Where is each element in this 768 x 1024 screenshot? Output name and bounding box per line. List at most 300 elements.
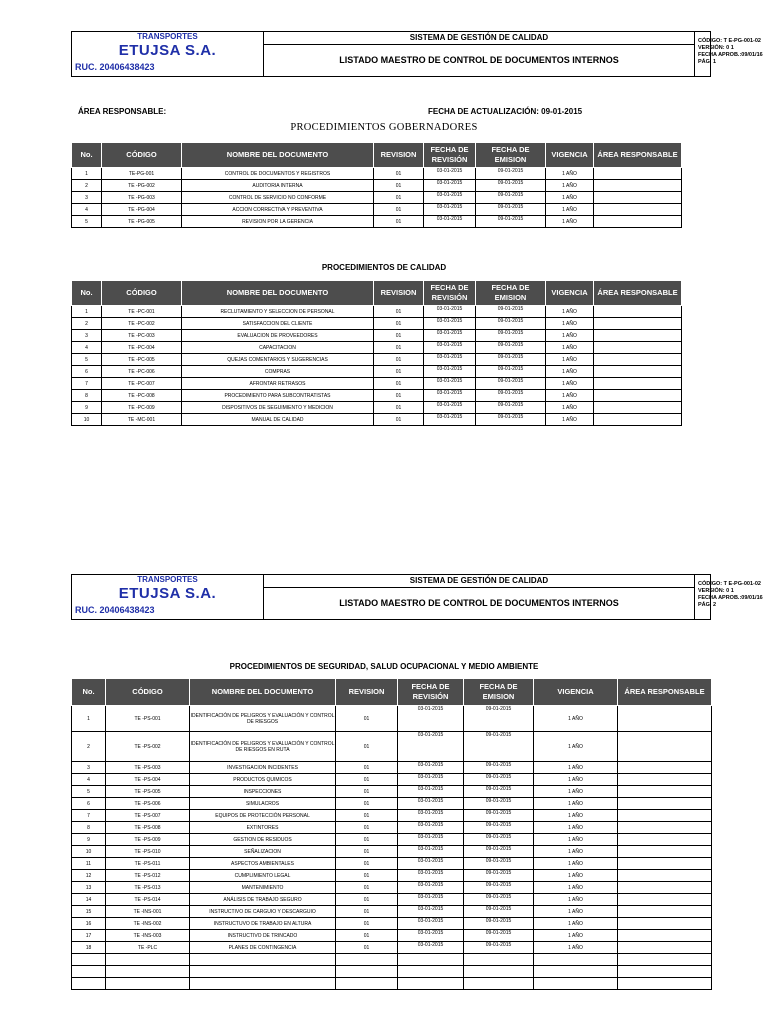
cell-vigencia <box>534 966 618 978</box>
cell-area <box>594 330 682 342</box>
cell-area <box>618 966 712 978</box>
cell-nombre: PLANES DE CONTINGENCIA <box>190 942 336 954</box>
company-name: ETUJSA S.A. <box>118 42 217 59</box>
cell-revision: 01 <box>374 414 424 426</box>
column-header-no: No. <box>72 143 102 168</box>
cell-fecha-emision: 09-01-2015 <box>464 918 534 930</box>
cell-fecha-revision: 03-01-2015 <box>424 378 476 390</box>
cell-fecha-emision: 09-01-2015 <box>476 192 546 204</box>
cell-no: 3 <box>72 762 106 774</box>
cell-codigo: TE -PC-005 <box>102 354 182 366</box>
cell-nombre: SIMULACROS <box>190 798 336 810</box>
cell-codigo: TE -PG-004 <box>102 204 182 216</box>
cell-nombre: COMPRAS <box>182 366 374 378</box>
cell-codigo: TE -PS-007 <box>106 810 190 822</box>
cell-fecha-emision: 09-01-2015 <box>464 810 534 822</box>
cell-vigencia: 1 AÑO <box>534 798 618 810</box>
cell-fecha-revision: 03-01-2015 <box>424 366 476 378</box>
cell-fecha-emision: 09-01-2015 <box>464 798 534 810</box>
column-header-area: ÁREA RESPONSABLE <box>594 143 682 168</box>
cell-area <box>618 858 712 870</box>
column-header-fecha-emision: FECHA DE EMISION <box>476 281 546 306</box>
cell-revision: 01 <box>374 330 424 342</box>
table-row <box>72 216 682 228</box>
cell-no: 8 <box>72 390 102 402</box>
area-responsable-label: ÁREA RESPONSABLE: <box>78 107 167 116</box>
cell-no: 5 <box>72 786 106 798</box>
cell-revision: 01 <box>336 870 398 882</box>
cell-revision: 01 <box>374 168 424 180</box>
cell-revision: 01 <box>336 894 398 906</box>
cell-codigo: TE -PS-006 <box>106 798 190 810</box>
cell-no: 12 <box>72 870 106 882</box>
cell-no: 5 <box>72 354 102 366</box>
cell-nombre: ASPECTOS AMBIENTALES <box>190 858 336 870</box>
cell-no: 2 <box>72 318 102 330</box>
cell-revision: 01 <box>374 402 424 414</box>
cell-fecha-revision: 03-01-2015 <box>424 318 476 330</box>
doc-approval-date: FECHA APROB.:09/01/16 <box>698 595 763 601</box>
cell-no: 2 <box>72 732 106 762</box>
table-row <box>72 732 712 762</box>
cell-nombre: AUDITORIA INTERNA <box>182 180 374 192</box>
cell-fecha-revision: 03-01-2015 <box>424 390 476 402</box>
documents-table <box>71 678 712 990</box>
cell-fecha-emision: 09-01-2015 <box>476 402 546 414</box>
doc-code: CÓDIGO: T E-PG-001-02 <box>698 581 761 587</box>
company-tagline: TRANSPORTES <box>137 575 198 584</box>
column-header-nombre: NOMBRE DEL DOCUMENTO <box>190 679 336 706</box>
document-header-page-2 <box>71 574 763 620</box>
cell-area <box>594 318 682 330</box>
column-header-fecha-emision: FECHA DE EMISION <box>476 143 546 168</box>
cell-vigencia: 1 AÑO <box>546 414 594 426</box>
company-tagline: TRANSPORTES <box>137 32 198 41</box>
cell-area <box>594 192 682 204</box>
doc-page-number: PÁG. 1 <box>698 59 717 65</box>
document-title: LISTADO MAESTRO DE CONTROL DE DOCUMENTOS INTERNOS <box>339 55 619 65</box>
table-row <box>72 192 682 204</box>
cell-fecha-emision: 09-01-2015 <box>476 180 546 192</box>
cell-codigo: TE -PC-004 <box>102 342 182 354</box>
cell-revision: 01 <box>336 774 398 786</box>
cell-area <box>618 762 712 774</box>
cell-codigo: TE -INS-001 <box>106 906 190 918</box>
cell-no: 8 <box>72 822 106 834</box>
cell-vigencia: 1 AÑO <box>546 402 594 414</box>
table-row <box>72 786 712 798</box>
cell-vigencia: 1 AÑO <box>534 894 618 906</box>
cell-codigo: TE -PC-007 <box>102 378 182 390</box>
table-row <box>72 942 712 954</box>
cell-fecha-revision: 03-01-2015 <box>398 834 464 846</box>
cell-vigencia: 1 AÑO <box>534 732 618 762</box>
cell-codigo: TE -PG-002 <box>102 180 182 192</box>
cell-fecha-revision: 03-01-2015 <box>424 216 476 228</box>
table-row <box>72 318 682 330</box>
cell-nombre: SEÑALIZACION <box>190 846 336 858</box>
cell-revision: 01 <box>336 798 398 810</box>
cell-revision: 01 <box>336 906 398 918</box>
cell-codigo: TE-PG-001 <box>102 168 182 180</box>
cell-area <box>594 180 682 192</box>
cell-area <box>618 810 712 822</box>
cell-revision <box>336 954 398 966</box>
column-header-nombre: NOMBRE DEL DOCUMENTO <box>182 143 374 168</box>
cell-fecha-emision: 09-01-2015 <box>476 378 546 390</box>
cell-no: 5 <box>72 216 102 228</box>
cell-no: 1 <box>72 306 102 318</box>
cell-area <box>594 390 682 402</box>
cell-vigencia: 1 AÑO <box>546 180 594 192</box>
cell-nombre: INVESTIGACION INCIDENTES <box>190 762 336 774</box>
cell-no: 11 <box>72 858 106 870</box>
cell-codigo <box>106 954 190 966</box>
cell-fecha-emision: 09-01-2015 <box>464 942 534 954</box>
cell-revision: 01 <box>336 930 398 942</box>
cell-fecha-emision: 09-01-2015 <box>476 342 546 354</box>
table-row <box>72 954 712 966</box>
cell-nombre <box>190 954 336 966</box>
cell-codigo: TE -PS-014 <box>106 894 190 906</box>
cell-area <box>594 216 682 228</box>
column-header-nombre: NOMBRE DEL DOCUMENTO <box>182 281 374 306</box>
cell-vigencia: 1 AÑO <box>534 942 618 954</box>
cell-fecha-revision: 03-01-2015 <box>398 822 464 834</box>
cell-codigo: TE -PG-003 <box>102 192 182 204</box>
cell-no: 7 <box>72 378 102 390</box>
document-meta <box>694 575 768 619</box>
cell-no: 3 <box>72 330 102 342</box>
cell-codigo: TE -PS-010 <box>106 846 190 858</box>
cell-nombre: RECLUTAMIENTO Y SELECCION DE PERSONAL <box>182 306 374 318</box>
cell-codigo: TE -PLC <box>106 942 190 954</box>
cell-fecha-emision: 09-01-2015 <box>464 706 534 732</box>
cell-codigo: TE -PG-005 <box>102 216 182 228</box>
cell-nombre: PRODUCTOS QUIMICOS <box>190 774 336 786</box>
cell-fecha-revision: 03-01-2015 <box>424 414 476 426</box>
table-row <box>72 354 682 366</box>
cell-revision: 01 <box>336 822 398 834</box>
cell-revision: 01 <box>336 918 398 930</box>
cell-fecha-emision: 09-01-2015 <box>476 318 546 330</box>
cell-revision <box>336 978 398 990</box>
cell-area <box>594 354 682 366</box>
cell-nombre: SATISFACCION DEL CLIENTE <box>182 318 374 330</box>
cell-nombre: IDENTIFICACIÓN DE PELIGROS Y EVALUACIÓN Y CONTROL DE RIESGOS EN RUTA <box>190 732 336 762</box>
cell-area <box>594 402 682 414</box>
cell-fecha-revision: 03-01-2015 <box>398 846 464 858</box>
cell-revision: 01 <box>374 180 424 192</box>
company-ruc: RUC. 20406438423 <box>75 605 155 615</box>
table-row <box>72 906 712 918</box>
cell-codigo: TE -PS-009 <box>106 834 190 846</box>
cell-codigo: TE -PS-013 <box>106 882 190 894</box>
cell-vigencia: 1 AÑO <box>546 168 594 180</box>
cell-area <box>618 978 712 990</box>
cell-codigo <box>106 978 190 990</box>
cell-vigencia <box>534 954 618 966</box>
company-ruc: RUC. 20406438423 <box>75 62 155 72</box>
cell-fecha-emision: 09-01-2015 <box>476 306 546 318</box>
table-row <box>72 204 682 216</box>
cell-area <box>618 894 712 906</box>
cell-no: 3 <box>72 192 102 204</box>
cell-vigencia: 1 AÑO <box>534 762 618 774</box>
cell-nombre: REVISION POR LA GERENCIA <box>182 216 374 228</box>
cell-area <box>618 774 712 786</box>
cell-vigencia: 1 AÑO <box>546 342 594 354</box>
cell-fecha-emision: 09-01-2015 <box>464 834 534 846</box>
cell-area <box>618 942 712 954</box>
cell-codigo: TE -PS-001 <box>106 706 190 732</box>
cell-nombre: INSTRUCTIVO DE CARGUIO Y DESCARGUIO <box>190 906 336 918</box>
cell-vigencia: 1 AÑO <box>534 786 618 798</box>
cell-fecha-emision: 09-01-2015 <box>476 366 546 378</box>
cell-no: 10 <box>72 846 106 858</box>
section-title: PROCEDIMIENTOS GOBERNADORES <box>290 122 478 133</box>
cell-vigencia: 1 AÑO <box>546 330 594 342</box>
table-row <box>72 706 712 732</box>
cell-fecha-emision: 09-01-2015 <box>464 762 534 774</box>
cell-vigencia: 1 AÑO <box>534 810 618 822</box>
system-title: SISTEMA DE GESTIÓN DE CALIDAD <box>264 575 694 588</box>
cell-fecha-revision: 03-01-2015 <box>398 918 464 930</box>
column-header-area: ÁREA RESPONSABLE <box>594 281 682 306</box>
cell-nombre: AFRONTAR RETRASOS <box>182 378 374 390</box>
cell-vigencia: 1 AÑO <box>546 318 594 330</box>
cell-no: 4 <box>72 774 106 786</box>
cell-fecha-revision: 03-01-2015 <box>424 204 476 216</box>
cell-vigencia: 1 AÑO <box>546 204 594 216</box>
doc-approval-date: FECHA APROB.:09/01/16 <box>698 52 763 58</box>
cell-no: 6 <box>72 366 102 378</box>
cell-revision: 01 <box>374 354 424 366</box>
cell-nombre: ACCION CORRECTIVA Y PREVENTIVA <box>182 204 374 216</box>
table-row <box>72 930 712 942</box>
table-row <box>72 774 712 786</box>
cell-nombre: ANÁLISIS DE TRABAJO SEGURO <box>190 894 336 906</box>
cell-codigo: TE -PC-008 <box>102 390 182 402</box>
column-header-codigo: CÓDIGO <box>106 679 190 706</box>
cell-area <box>618 786 712 798</box>
cell-codigo: TE -MC-001 <box>102 414 182 426</box>
column-header-revision: REVISION <box>374 143 424 168</box>
cell-area <box>594 366 682 378</box>
cell-nombre: GESTION DE RESIDUOS <box>190 834 336 846</box>
column-header-fecha-revision: FECHA DE REVISIÓN <box>424 281 476 306</box>
cell-revision: 01 <box>374 216 424 228</box>
table-row <box>72 858 712 870</box>
cell-vigencia: 1 AÑO <box>546 306 594 318</box>
cell-no: 2 <box>72 180 102 192</box>
cell-area <box>594 204 682 216</box>
cell-codigo <box>106 966 190 978</box>
cell-fecha-revision: 03-01-2015 <box>424 192 476 204</box>
table-row <box>72 798 712 810</box>
cell-vigencia: 1 AÑO <box>534 870 618 882</box>
system-title: SISTEMA DE GESTIÓN DE CALIDAD <box>264 32 694 45</box>
cell-no: 7 <box>72 810 106 822</box>
cell-fecha-revision: 03-01-2015 <box>424 402 476 414</box>
cell-nombre: MANTENIMIENTO <box>190 882 336 894</box>
cell-no: 9 <box>72 834 106 846</box>
cell-nombre: PROCEDIMIENTO PARA SUBCONTRATISTAS <box>182 390 374 402</box>
cell-fecha-emision: 09-01-2015 <box>464 930 534 942</box>
column-header-vigencia: VIGENCIA <box>546 143 594 168</box>
column-header-fecha-revision: FECHA DE REVISIÓN <box>424 143 476 168</box>
cell-vigencia: 1 AÑO <box>534 906 618 918</box>
cell-revision: 01 <box>374 342 424 354</box>
cell-area <box>594 342 682 354</box>
cell-vigencia: 1 AÑO <box>534 774 618 786</box>
cell-fecha-emision: 09-01-2015 <box>476 216 546 228</box>
cell-revision: 01 <box>374 192 424 204</box>
cell-nombre: DISPOSITIVOS DE SEGUIMIENTO Y MEDICION <box>182 402 374 414</box>
cell-fecha-revision: 03-01-2015 <box>398 762 464 774</box>
cell-nombre <box>190 966 336 978</box>
cell-fecha-emision: 09-01-2015 <box>476 390 546 402</box>
cell-nombre: MANUAL DE CALIDAD <box>182 414 374 426</box>
table-row <box>72 390 682 402</box>
doc-page-number: PÁG. 2 <box>698 602 717 608</box>
cell-revision: 01 <box>336 706 398 732</box>
column-header-fecha-emision: FECHA DE EMISION <box>464 679 534 706</box>
cell-revision: 01 <box>374 366 424 378</box>
cell-fecha-revision: 03-01-2015 <box>398 930 464 942</box>
table-row <box>72 168 682 180</box>
cell-fecha-revision: 03-01-2015 <box>398 906 464 918</box>
cell-no: 10 <box>72 414 102 426</box>
cell-nombre: INSTRUCTIVO DE TRINCADO <box>190 930 336 942</box>
cell-area <box>618 846 712 858</box>
cell-codigo: TE -INS-002 <box>106 918 190 930</box>
table-row <box>72 870 712 882</box>
documents-table <box>71 280 682 426</box>
table-row <box>72 378 682 390</box>
cell-revision: 01 <box>336 732 398 762</box>
column-header-revision: REVISION <box>336 679 398 706</box>
cell-codigo: TE -PC-002 <box>102 318 182 330</box>
document-header-page-1 <box>71 31 763 77</box>
cell-area <box>594 378 682 390</box>
cell-vigencia: 1 AÑO <box>534 858 618 870</box>
cell-area <box>618 706 712 732</box>
cell-codigo: TE -INS-003 <box>106 930 190 942</box>
cell-revision: 01 <box>374 390 424 402</box>
cell-area <box>594 306 682 318</box>
cell-revision: 01 <box>336 882 398 894</box>
cell-fecha-revision <box>398 966 464 978</box>
cell-codigo: TE -PC-001 <box>102 306 182 318</box>
table-row <box>72 180 682 192</box>
cell-no: 14 <box>72 894 106 906</box>
cell-vigencia: 1 AÑO <box>534 706 618 732</box>
cell-fecha-revision: 03-01-2015 <box>424 306 476 318</box>
cell-revision: 01 <box>336 834 398 846</box>
cell-revision: 01 <box>374 378 424 390</box>
cell-codigo: TE -PS-003 <box>106 762 190 774</box>
cell-no: 4 <box>72 342 102 354</box>
cell-codigo: TE -PC-006 <box>102 366 182 378</box>
cell-no: 16 <box>72 918 106 930</box>
column-header-revision: REVISION <box>374 281 424 306</box>
cell-codigo: TE -PS-012 <box>106 870 190 882</box>
company-name: ETUJSA S.A. <box>118 585 217 602</box>
company-block <box>72 575 264 619</box>
cell-no <box>72 978 106 990</box>
cell-fecha-revision: 03-01-2015 <box>398 882 464 894</box>
cell-area <box>618 834 712 846</box>
cell-fecha-emision <box>464 978 534 990</box>
cell-fecha-emision: 09-01-2015 <box>476 168 546 180</box>
cell-area <box>618 906 712 918</box>
table-row <box>72 894 712 906</box>
cell-fecha-revision: 03-01-2015 <box>398 774 464 786</box>
cell-fecha-emision: 09-01-2015 <box>464 894 534 906</box>
cell-no: 13 <box>72 882 106 894</box>
documents-table <box>71 142 682 228</box>
doc-version: VERSIÓN: 0 1 <box>698 45 734 51</box>
cell-fecha-revision <box>398 954 464 966</box>
cell-fecha-revision <box>398 978 464 990</box>
cell-vigencia: 1 AÑO <box>546 378 594 390</box>
cell-fecha-revision: 03-01-2015 <box>398 810 464 822</box>
cell-codigo: TE -PS-005 <box>106 786 190 798</box>
cell-fecha-revision: 03-01-2015 <box>398 858 464 870</box>
cell-nombre: QUEJAS COMENTARIOS Y SUGERENCIAS <box>182 354 374 366</box>
document-meta <box>694 32 768 76</box>
cell-revision: 01 <box>374 306 424 318</box>
cell-fecha-revision: 03-01-2015 <box>398 894 464 906</box>
cell-fecha-emision: 09-01-2015 <box>476 330 546 342</box>
cell-codigo: TE -PS-011 <box>106 858 190 870</box>
cell-fecha-revision: 03-01-2015 <box>398 942 464 954</box>
cell-fecha-revision: 03-01-2015 <box>424 180 476 192</box>
doc-code: CÓDIGO: T E-PG-001-02 <box>698 38 761 44</box>
cell-area <box>594 168 682 180</box>
cell-area <box>618 870 712 882</box>
cell-fecha-revision: 03-01-2015 <box>398 706 464 732</box>
table-row <box>72 762 712 774</box>
table-row <box>72 810 712 822</box>
cell-codigo: TE -PS-002 <box>106 732 190 762</box>
section-title: PROCEDIMIENTOS DE CALIDAD <box>321 263 447 272</box>
cell-revision: 01 <box>374 318 424 330</box>
cell-vigencia: 1 AÑO <box>534 930 618 942</box>
company-block <box>72 32 264 76</box>
cell-no: 1 <box>72 168 102 180</box>
table-row <box>72 306 682 318</box>
table-row <box>72 414 682 426</box>
table-row <box>72 966 712 978</box>
table-row <box>72 330 682 342</box>
column-header-codigo: CÓDIGO <box>102 281 182 306</box>
cell-vigencia: 1 AÑO <box>546 390 594 402</box>
table-row <box>72 834 712 846</box>
cell-area <box>618 918 712 930</box>
cell-revision: 01 <box>336 810 398 822</box>
cell-area <box>618 882 712 894</box>
cell-nombre: IDENTIFICACIÓN DE PELIGROS Y EVALUACIÓN Y CONTROL DE RIESGOS <box>190 706 336 732</box>
cell-nombre: EXTINTORES <box>190 822 336 834</box>
column-header-codigo: CÓDIGO <box>102 143 182 168</box>
cell-fecha-emision: 09-01-2015 <box>476 204 546 216</box>
table-row <box>72 342 682 354</box>
table-row <box>72 978 712 990</box>
cell-fecha-emision: 09-01-2015 <box>464 906 534 918</box>
cell-fecha-emision <box>464 966 534 978</box>
